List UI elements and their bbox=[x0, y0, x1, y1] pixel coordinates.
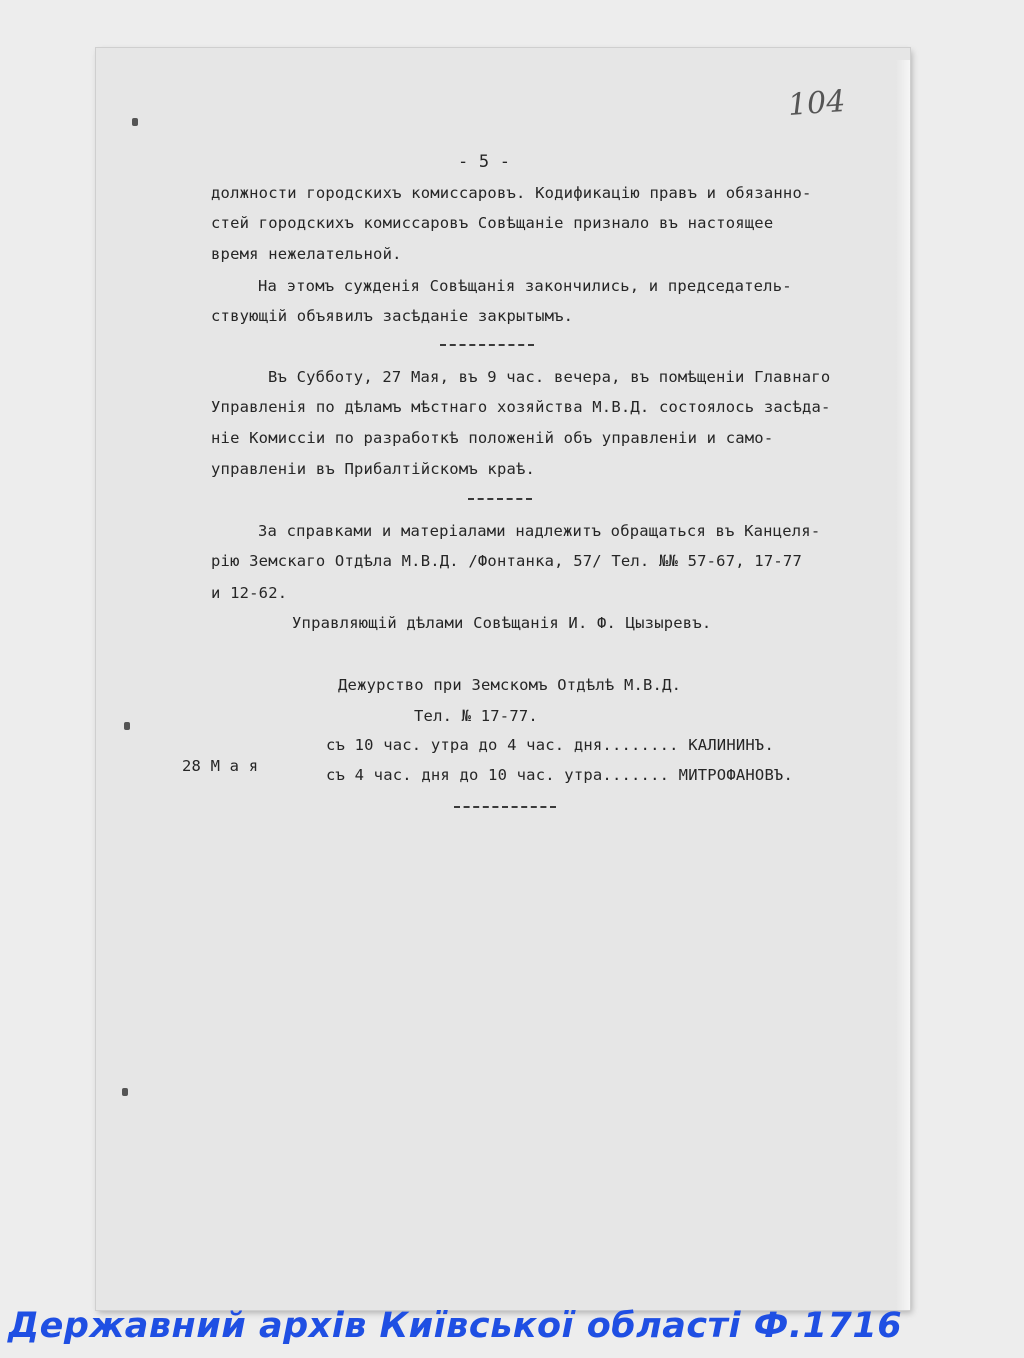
paragraph-line: На этомъ сужденія Совѣщанія закончились, и председатель- bbox=[258, 277, 792, 295]
hole-mark bbox=[122, 1088, 128, 1096]
duty-shift: съ 4 час. дня до 10 час. утра....... МИТРОФАНОВЪ. bbox=[326, 766, 794, 784]
paragraph-line: Въ Субботу, 27 Мая, въ 9 час. вечера, въ помѣщеніи Главнаго bbox=[268, 368, 831, 386]
paragraph-line: стей городскихъ комиссаровъ Совѣщаніе признало въ настоящее bbox=[211, 214, 774, 232]
duty-shift: съ 10 час. утра до 4 час. дня........ КАЛИНИНЪ. bbox=[326, 736, 774, 754]
paragraph-line: ствующій объявилъ засѣданіе закрытымъ. bbox=[211, 307, 574, 325]
paragraph-line: время нежелательной. bbox=[211, 245, 402, 263]
section-divider bbox=[468, 498, 532, 500]
sheet-edge bbox=[896, 60, 910, 1310]
paragraph-line: должности городскихъ комиссаровъ. Кодификацію правъ и обязанно- bbox=[211, 184, 812, 202]
hole-mark bbox=[124, 722, 130, 730]
duty-title: Дежурство при Земскомъ Отдѣлѣ М.В.Д. bbox=[338, 676, 682, 694]
signature-line: Управляющій дѣлами Совѣщанія И. Ф. Цызыревъ. bbox=[292, 614, 712, 632]
section-divider bbox=[454, 806, 556, 808]
archive-watermark: Державний архів Київської області Ф.1716 bbox=[8, 1306, 903, 1346]
paragraph-line: ніе Комиссіи по разработкѣ положеній объ управленіи и само- bbox=[211, 429, 774, 447]
paragraph-line: рію Земскаго Отдѣла М.В.Д. /Фонтанка, 57/ Тел. №№ 57-67, 17-77 bbox=[211, 552, 802, 570]
paragraph-line: и 12-62. bbox=[211, 584, 288, 602]
paragraph-line: управленіи въ Прибалтійскомъ краѣ. bbox=[211, 460, 536, 478]
paragraph-line: За справками и матеріалами надлежитъ обращаться въ Канцеля- bbox=[258, 522, 821, 540]
paragraph-line: Управленія по дѣламъ мѣстнаго хозяйства М.В.Д. состоялось засѣда- bbox=[211, 398, 831, 416]
duty-date: 28 М а я bbox=[182, 757, 259, 775]
duty-phone: Тел. № 17-77. bbox=[414, 707, 538, 725]
hole-mark bbox=[132, 118, 138, 126]
page-number: - 5 - bbox=[458, 152, 511, 172]
section-divider bbox=[440, 344, 534, 346]
folio-number: 104 bbox=[786, 84, 847, 123]
